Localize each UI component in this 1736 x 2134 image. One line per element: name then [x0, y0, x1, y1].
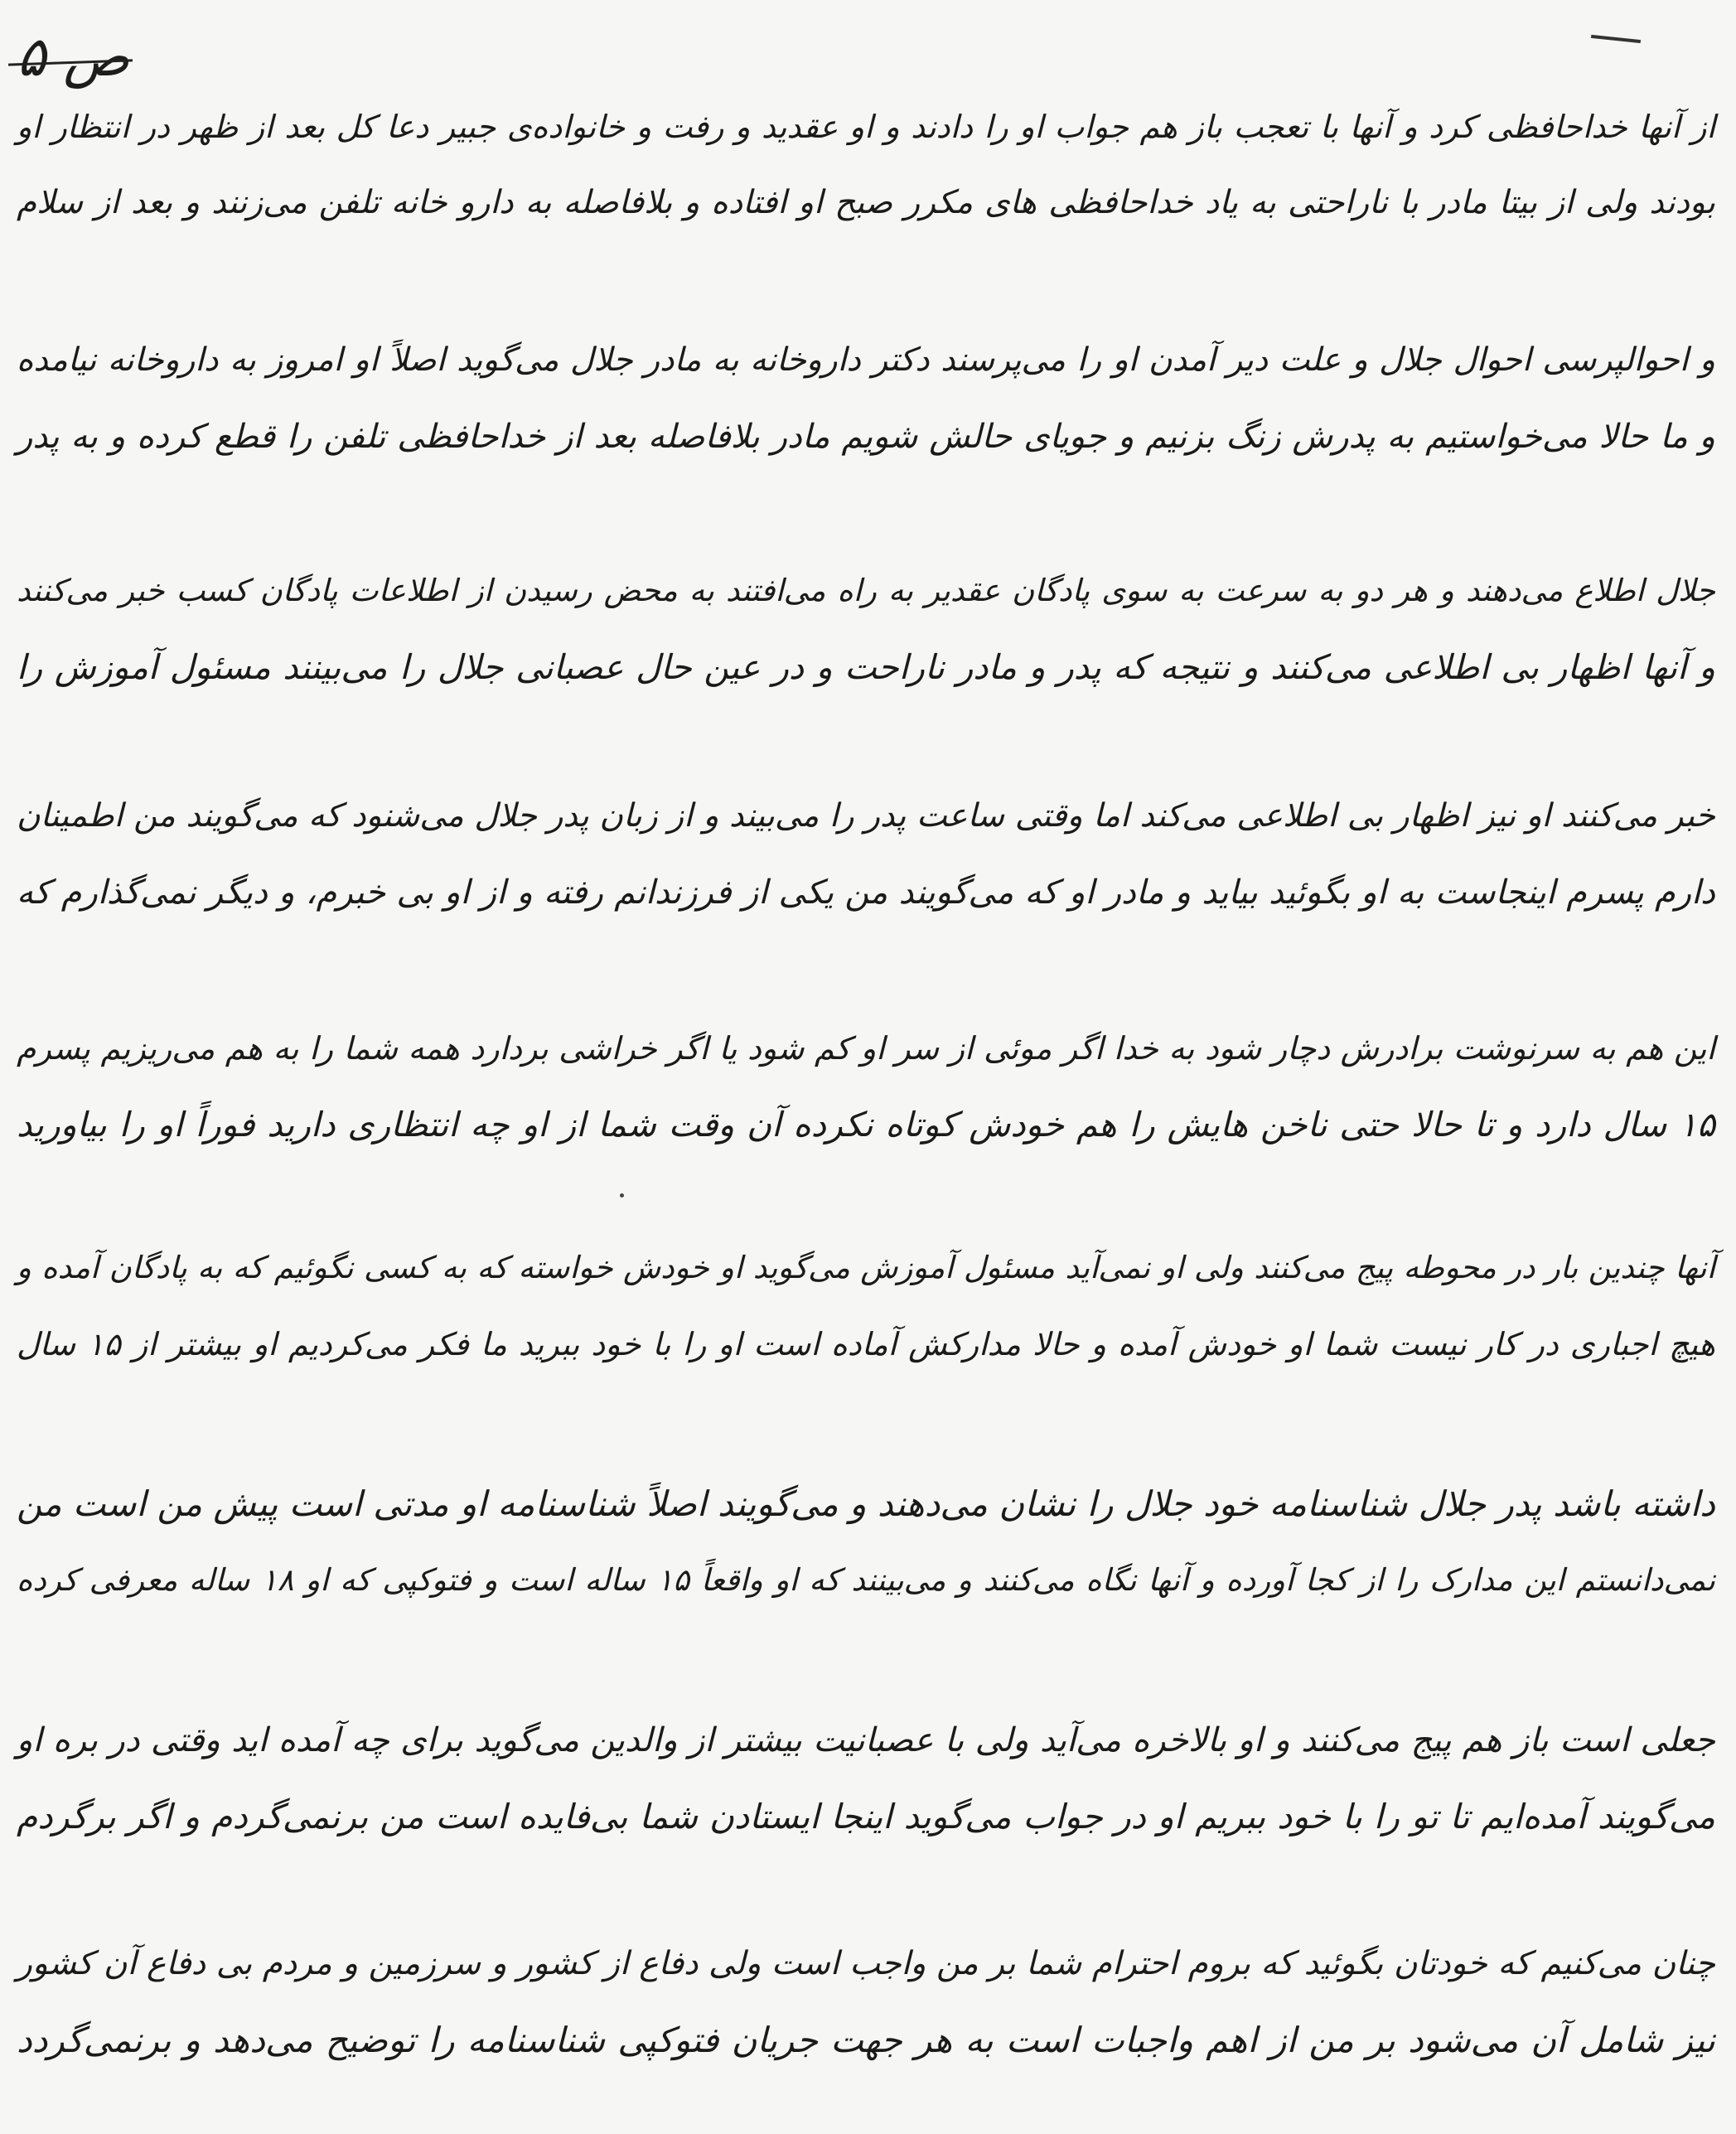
paragraph-8	[17, 1720, 1715, 1837]
paragraph-2	[17, 340, 1715, 457]
corner-mark	[1591, 35, 1641, 43]
paragraph-6	[17, 1247, 1715, 1365]
text-line: بودند ولی از بیتا مادر با ناراحتی به یاد خداحافظی های مکرر صبح او افتاده و بلافاصله به دارو خانه تلفن می‌زنند و بعد از سلام	[17, 184, 1715, 221]
page-number: ص ۵	[17, 25, 130, 89]
text-line: می‌گویند آمده‌ایم تا تو را با خود ببریم او در جواب می‌گوید اینجا ایستادن شما بی‌فایده است من برنمی‌گردم و اگر برگردم	[17, 1797, 1715, 1836]
text-line: هیچ اجباری در کار نیست شما او خودش آمده و حالا مدارکش آماده است او را با خود ببرید ما فکر می‌کردیم او بیشتر از ۱۵ سال	[17, 1326, 1715, 1362]
text-line: دارم پسرم اینجاست به او بگوئید بیاید و مادر او که می‌گویند من یکی از فرزندانم رفته و از او بی خبرم، و دیگر نمی‌گذارم که	[17, 873, 1715, 912]
text-line: داشته باشد پدر جلال شناسنامه خود جلال را نشان می‌دهند و می‌گویند اصلاً شناسنامه او مدتی است پیش من است من	[17, 1483, 1715, 1524]
paragraph-7	[17, 1483, 1715, 1601]
text-line: و احوالپرسی احوال جلال و علت دیر آمدن او را می‌پرسند دکتر داروخانه به مادر جلال می‌گوید اصلاً او امروز به داروخانه نیامده	[17, 341, 1715, 379]
paragraph-3	[17, 570, 1715, 688]
text-line: آنها چندین بار در محوطه پیج می‌کنند ولی او نمی‌آید مسئول آموزش می‌گوید او خودش خواسته که به کسی نگوئیم که به پادگان آمده و	[17, 1250, 1716, 1285]
paragraph-9	[17, 1943, 1715, 2061]
paragraph-1	[17, 106, 1715, 224]
text-line: جلال اطلاع می‌دهند و هر دو به سرعت به سوی پادگان عقدیر به راه می‌افتند به محض رسیدن از اطلاعات پادگان کسب خبر می‌کنند	[17, 573, 1715, 608]
text-line: چنان می‌کنیم که خودتان بگوئید که بروم احترام شما بر من واجب است ولی دفاع از کشور و سرزمین و مردم بی دفاع آن کشور	[17, 1945, 1715, 1982]
text-line: نمی‌دانستم این مدارک را از کجا آورده و آنها نگاه می‌کنند و می‌بینند که او واقعاً ۱۵ ساله است و فتوکپی که او ۱۸ ساله معرفی کرده	[17, 1562, 1715, 1598]
paragraph-4	[17, 796, 1715, 913]
text-line: خبر می‌کنند او نیز اظهار بی اطلاعی می‌کند اما وقتی ساعت پدر را می‌بیند و از زبان پدر جلال می‌شنود که می‌گویند من اطمینان	[17, 797, 1715, 835]
text-line: و ما حالا می‌خواستیم به پدرش زنگ بزنیم و جویای حالش شویم مادر بلافاصله بعد از خداحافظی تلفن را قطع کرده و به پدر	[17, 418, 1715, 456]
text-line: نیز شامل آن می‌شود بر من از اهم واجبات است به هر جهت جریان فتوکپی شناسنامه را توضیح می‌دهد و برنمی‌گردد	[17, 2020, 1715, 2060]
text-line: از آنها خداحافظی کرد و آنها با تعجب باز هم جواب او را دادند و او عقدید و رفت و خانواده‌ی جبیر دعا کل بعد از ظهر در انتظار او	[17, 109, 1715, 145]
paragraph-5	[17, 1028, 1715, 1145]
stray-dot	[620, 1193, 624, 1198]
text-line: این هم به سرنوشت برادرش دچار شود به خدا اگر موئی از سر او کم شود یا اگر خراشی بردارد همه شما را به هم می‌ریزیم پسرم	[17, 1030, 1715, 1067]
text-line: و آنها اظهار بی اطلاعی می‌کنند و نتیجه که پدر و مادر ناراحت و در عین حال عصبانی جلال را می‌بینند مسئول آموزش را	[17, 647, 1715, 687]
text-line: ۱۵ سال دارد و تا حالا حتی ناخن هایش را هم خودش کوتاه نکرده آن وقت شما از او چه انتظاری دارید فوراً او را بیاورید	[17, 1105, 1715, 1144]
text-line: جعلی است باز هم پیج می‌کنند و او بالاخره می‌آید ولی با عصبانیت بیشتر از والدین می‌گوید برای چه آمده اید وقتی در بره او	[17, 1721, 1715, 1759]
